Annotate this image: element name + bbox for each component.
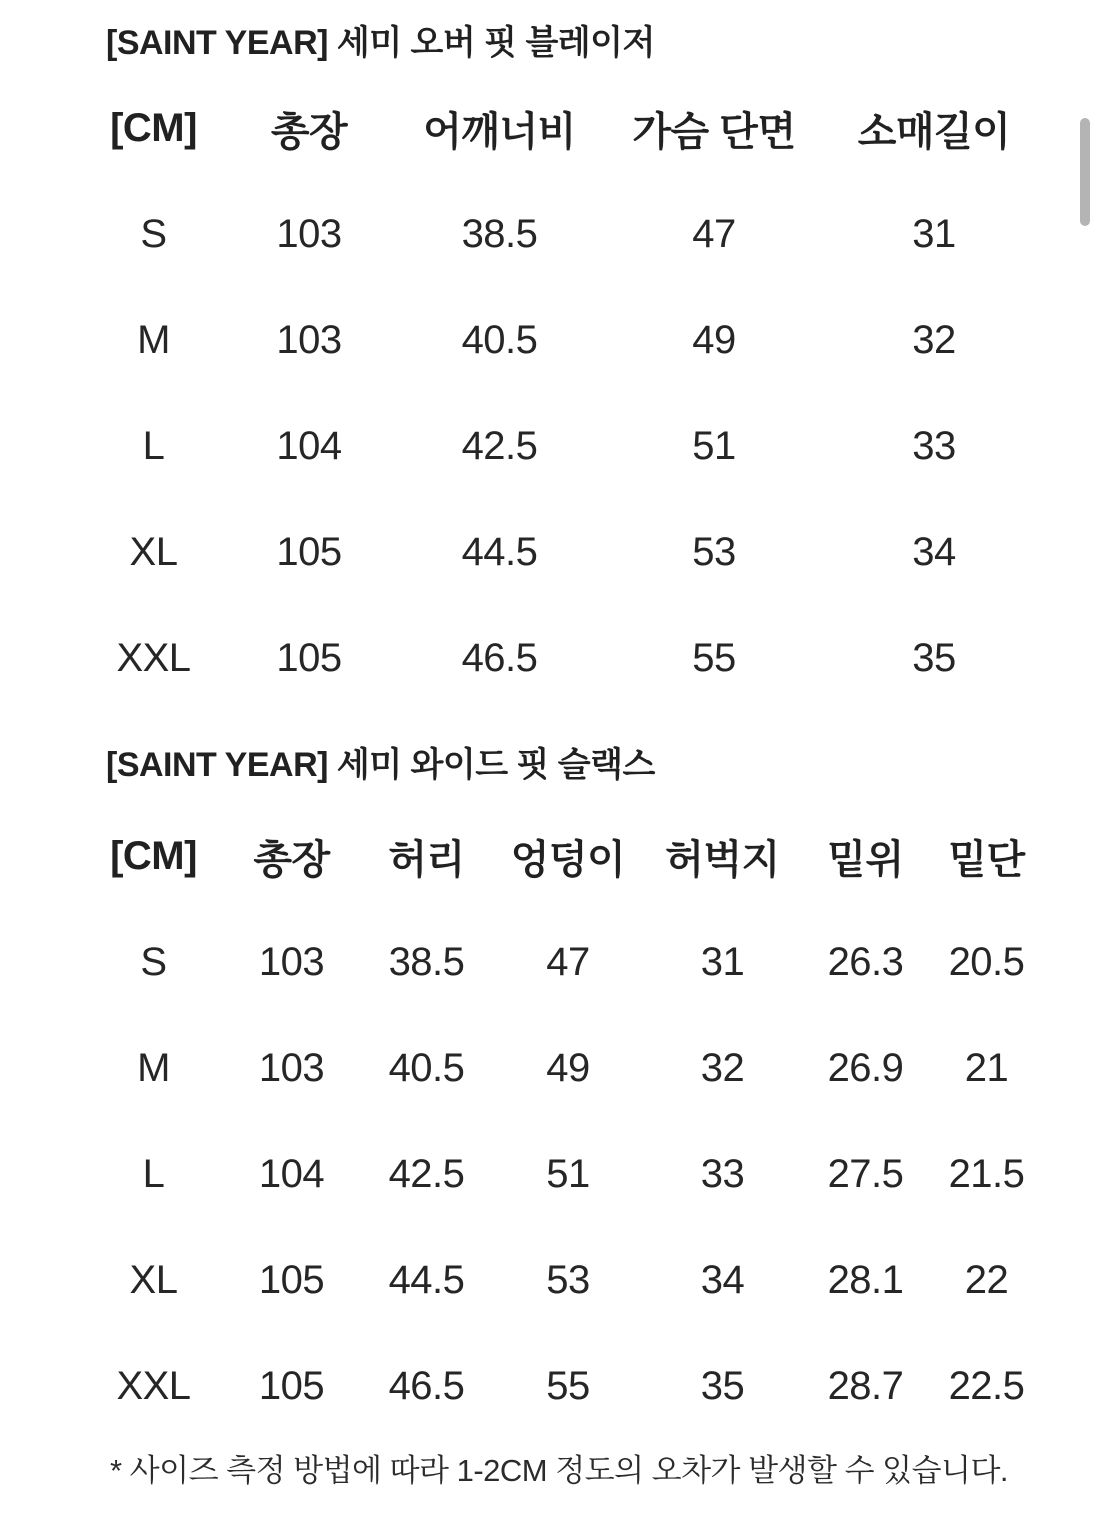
measurement-cell: 33 — [912, 423, 956, 468]
table-row-l — [85, 393, 1043, 499]
measurement-cell: 105 — [276, 529, 342, 574]
size-label: XXL — [116, 635, 191, 680]
measurement-cell: 105 — [258, 1363, 325, 1408]
size-guide-content — [0, 21, 1098, 1487]
table-row-xxl — [85, 605, 1043, 711]
measurement-cell: 20.5 — [948, 939, 1025, 984]
measurement-cell: 34 — [912, 529, 956, 574]
measurement-cell: 103 — [258, 1045, 325, 1090]
measurement-cell: 103 — [258, 939, 325, 984]
measurement-cell: 26.3 — [827, 939, 904, 984]
measurement-cell: 104 — [276, 423, 342, 468]
size-label: XL — [129, 529, 178, 574]
column-header-hem: 밑단 — [948, 837, 1025, 882]
measurement-cell: 31 — [912, 211, 956, 256]
measurement-cell: 103 — [276, 317, 342, 362]
measurement-cell: 46.5 — [461, 635, 538, 680]
table-row-xl — [85, 1227, 1043, 1333]
table-row-l — [85, 1121, 1043, 1227]
size-label: L — [142, 1151, 165, 1196]
column-header-rise: 밑위 — [827, 837, 904, 882]
measurement-cell: 104 — [258, 1151, 325, 1196]
measurement-cell: 51 — [546, 1151, 590, 1196]
slacks-title: [SAINT YEAR] 세미 와이드 핏 슬랙스 — [106, 746, 655, 784]
measurement-cell: 49 — [692, 317, 736, 362]
size-label: M — [137, 317, 170, 362]
column-header-waist: 허리 — [388, 837, 465, 882]
table-row-xxl — [85, 1333, 1043, 1439]
size-label: XXL — [116, 1363, 191, 1408]
measurement-cell: 21.5 — [948, 1151, 1025, 1196]
scrollbar-thumb[interactable] — [1080, 118, 1090, 226]
measurement-cell: 51 — [692, 423, 736, 468]
measurement-cell: 44.5 — [461, 529, 538, 574]
measurement-cell: 42.5 — [461, 423, 538, 468]
measurement-cell: 53 — [546, 1257, 590, 1302]
slacks-size-table — [85, 803, 1043, 1439]
measurement-cell: 35 — [700, 1363, 745, 1408]
measurement-cell: 46.5 — [388, 1363, 465, 1408]
measurement-cell: 22.5 — [948, 1363, 1025, 1408]
measurement-cell: 49 — [546, 1045, 590, 1090]
measurement-cell: 47 — [692, 211, 736, 256]
unit-header: [CM] — [110, 105, 197, 150]
blazer-title: [SAINT YEAR] 세미 오버 핏 블레이저 — [106, 24, 655, 62]
measurement-cell: 34 — [700, 1257, 745, 1302]
measurement-cell: 35 — [912, 635, 956, 680]
table-row-s — [85, 181, 1043, 287]
measurement-cell: 38.5 — [388, 939, 465, 984]
measurement-cell: 22 — [964, 1257, 1009, 1302]
slacks-header-row — [85, 803, 1043, 909]
measurement-cell: 47 — [546, 939, 590, 984]
size-guide-page — [0, 21, 1098, 1521]
unit-header: [CM] — [110, 833, 197, 878]
table-row-xl — [85, 499, 1043, 605]
table-row-m — [85, 287, 1043, 393]
column-header-total-length: 총장 — [253, 837, 330, 882]
table-row-m — [85, 1015, 1043, 1121]
column-header-shoulder-width: 어깨너비 — [423, 109, 576, 154]
measurement-cell: 27.5 — [827, 1151, 904, 1196]
size-tolerance-note: * 사이즈 측정 방법에 따라 1-2CM 정도의 오차가 발생할 수 있습니다. — [110, 1453, 1009, 1488]
measurement-cell: 32 — [912, 317, 956, 362]
column-header-thigh: 허벅지 — [665, 837, 780, 882]
column-header-hip: 엉덩이 — [510, 837, 626, 882]
measurement-cell: 105 — [276, 635, 342, 680]
measurement-cell: 26.9 — [827, 1045, 904, 1090]
column-header-total-length: 총장 — [270, 109, 348, 154]
measurement-cell: 44.5 — [388, 1257, 465, 1302]
measurement-cell: 40.5 — [461, 317, 538, 362]
measurement-cell: 55 — [546, 1363, 590, 1408]
measurement-cell: 105 — [258, 1257, 325, 1302]
blazer-size-table — [85, 75, 1043, 711]
measurement-cell: 33 — [700, 1151, 745, 1196]
measurement-cell: 21 — [964, 1045, 1009, 1090]
measurement-cell: 55 — [692, 635, 736, 680]
size-label: L — [142, 423, 165, 468]
measurement-cell: 103 — [276, 211, 342, 256]
size-label: M — [137, 1045, 170, 1090]
column-header-chest: 가슴 단면 — [632, 109, 796, 154]
table-row-s — [85, 909, 1043, 1015]
size-label: S — [140, 211, 167, 256]
size-label: XL — [129, 1257, 178, 1302]
measurement-cell: 38.5 — [461, 211, 538, 256]
measurement-cell: 28.7 — [827, 1363, 904, 1408]
column-header-sleeve-length: 소매길이 — [857, 109, 1011, 154]
measurement-cell: 28.1 — [827, 1257, 904, 1302]
measurement-cell: 32 — [700, 1045, 745, 1090]
measurement-cell: 40.5 — [388, 1045, 465, 1090]
measurement-cell: 42.5 — [388, 1151, 465, 1196]
size-label: S — [140, 939, 167, 984]
measurement-cell: 53 — [692, 529, 736, 574]
blazer-header-row — [85, 75, 1043, 181]
measurement-cell: 31 — [700, 939, 745, 984]
